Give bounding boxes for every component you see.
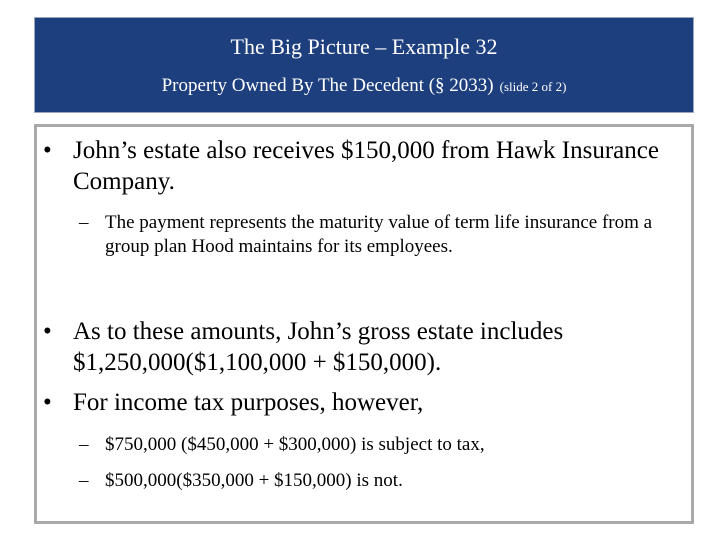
sub-item-3-2-text: $500,000($350,000 + $150,000) is not. [105,470,403,491]
bullet-item-3-text: For income tax purposes, however, [73,389,424,416]
slide-title: The Big Picture – Example 32 [230,34,498,59]
bullet-item-1-text: John’s estate also receives $150,000 from Hawk Insurance Company. [73,137,659,195]
sub-item-3-1-text: $750,000 ($450,000 + $300,000) is subject to tax, [105,434,485,455]
title-banner [34,17,694,113]
bullet-icon: • [43,137,52,164]
sub-item-3-1 [79,433,680,457]
bullet-item-3 [43,387,673,418]
bullet-item-1 [43,135,673,197]
subtitle-text: Property Owned By The Decedent (§ 2033) [161,75,494,96]
slide-counter: (slide 2 of 2) [499,79,567,94]
bullet-icon: • [43,318,52,345]
bullet-item-2 [43,316,673,378]
bullet-item-2-text: As to these amounts, John’s gross estate includes $1,250,000($1,100,000 + $150,000). [73,318,564,376]
sub-item-1-1-text: The payment represents the maturity value of term life insurance from a group plan Hood maintains for its employees. [105,212,653,257]
dash-icon: – [79,470,89,491]
slide-subtitle [35,74,693,99]
bullet-icon: • [43,389,52,416]
sub-item-1-1 [79,211,680,258]
sub-item-3-2 [79,469,680,493]
dash-icon: – [79,434,89,455]
content-box [34,124,694,524]
dash-icon: – [79,212,89,233]
